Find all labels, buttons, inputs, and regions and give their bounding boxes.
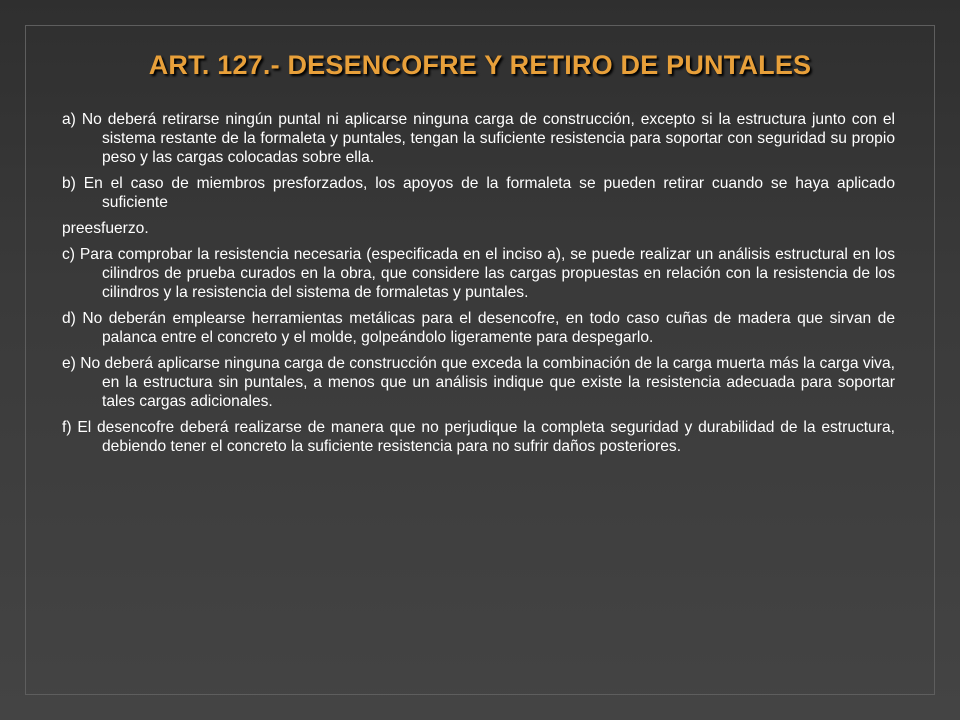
paragraph-f: f) El desencofre deberá realizarse de manera que no perjudique la completa seguridad y durabilidad de la estructura, debiendo tener el concreto la suficiente resistencia para no sufrir daños posteriores. [62,419,895,455]
slide-body [62,110,895,463]
paragraph-e: e) No deberá aplicarse ninguna carga de construcción que exceda la combinación de la carga muerta más la carga viva, en la estructura sin puntales, a menos que un análisis indique que existe la resistencia adecuada para soportar tales cargas adicionales. [62,355,895,410]
paragraph-c: c) Para comprobar la resistencia necesaria (especificada en el inciso a), se puede realizar un análisis estructural en los cilindros de prueba curados en la obra, que considere las cargas propuestas en relación con la resistencia de los cilindros y la resistencia del sistema de formaletas y puntales. [62,246,895,301]
paragraph-b: b) En el caso de miembros presforzados, los apoyos de la formaleta se pueden retirar cuando se haya aplicado suficiente [62,175,895,211]
paragraph-b-continuation: preesfuerzo. [62,220,149,237]
paragraph-a: a) No deberá retirarse ningún puntal ni aplicarse ninguna carga de construcción, excepto si la estructura junto con el sistema restante de la formaleta y puntales, tengan la suficiente resistencia para soportar con seguridad su propio peso y las cargas colocadas sobre ella. [62,111,895,166]
paragraph-d: d) No deberán emplearse herramientas metálicas para el desencofre, en todo caso cuñas de madera que sirvan de palanca entre el concreto y el molde, golpeándolo ligeramente para despegarlo. [62,310,895,346]
slide-title: ART. 127.- DESENCOFRE Y RETIRO DE PUNTALES [148,50,812,80]
